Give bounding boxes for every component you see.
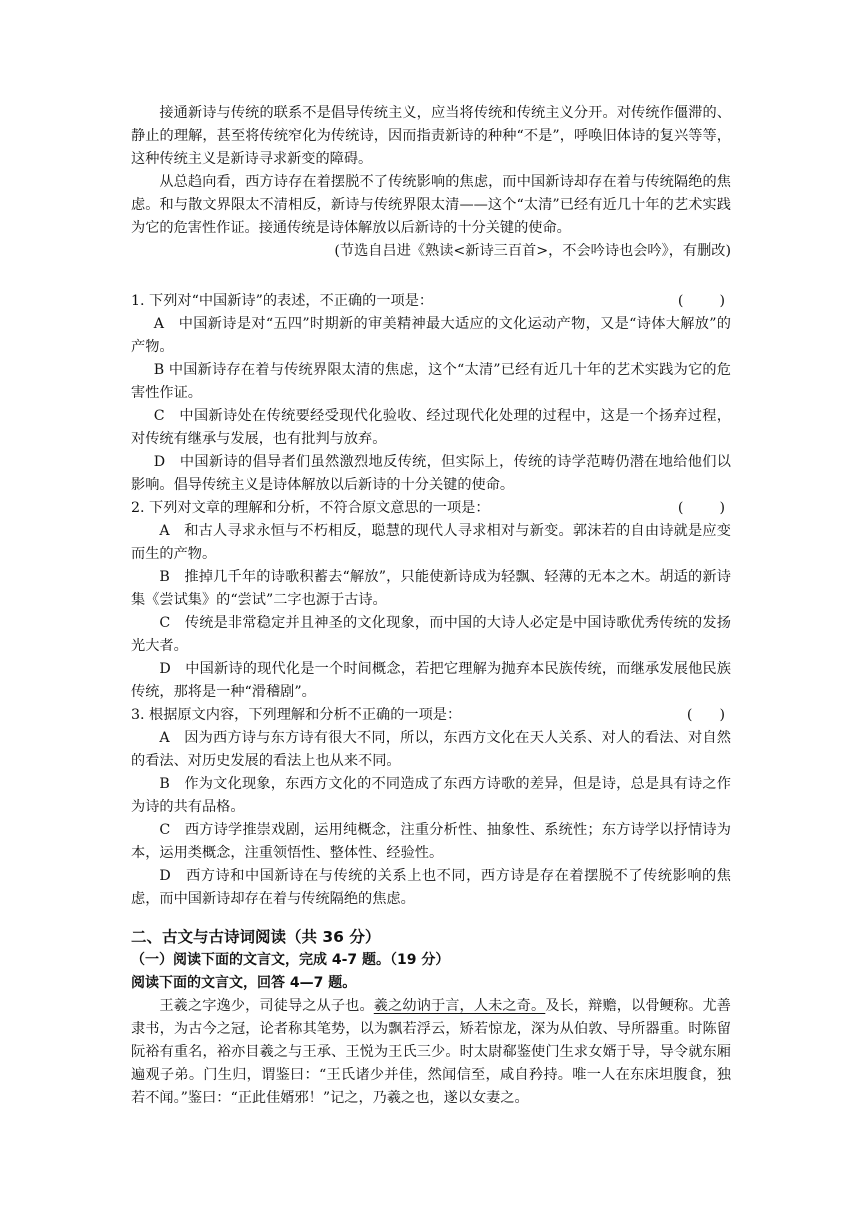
question-2-option-d: D 中国新诗的现代化是一个时间概念，若把它理解为抛弃本民族传统，而继承发展他民族传统，那将是一种“滑稽剧”。	[131, 661, 731, 700]
question-2-answer-blank: ( )	[677, 500, 725, 516]
question-2-stem-row	[131, 497, 731, 520]
question-1-option-c: C 中国新诗处在传统要经受现代化验收、经过现代化处理的过程中，这是一个扬弃过程，对传统有继承与发展，也有批判与放弃。	[131, 408, 731, 447]
classical-text-paragraph	[131, 995, 731, 1110]
section-2-heading: 二、古文与古诗词阅读（共 36 分）	[131, 928, 381, 946]
question-3-option-b: B 作为文化现象，东西方文化的不同造成了东西方诗歌的差异，但是诗，总是具有诗之作为诗的共有品格。	[131, 776, 731, 815]
question-2-option-a: A 和古人寻求永恒与不朽相反，聪慧的现代人寻求相对与新变。郭沫若的自由诗就是应变而生的产物。	[131, 523, 731, 562]
section-2-subheading-2: 阅读下面的文言文，回答 4—7 题。	[131, 975, 357, 991]
question-3-option-d: D 西方诗和中国新诗在与传统的关系上也不同，西方诗是存在着摆脱不了传统影响的焦虑，而中国新诗却存在着与传统隔绝的焦虑。	[131, 868, 731, 907]
question-1-answer-blank: ( )	[677, 293, 725, 309]
classical-text-underlined-sentence: 羲之幼讷于言，人未之奇。	[373, 998, 546, 1014]
question-2-option-b: B 推掉几千年的诗歌积蓄去“解放”，只能使新诗成为轻飘、轻薄的无本之木。胡适的新诗集《尝试集》的“尝试”二字也源于古诗。	[131, 569, 731, 608]
question-1-stem: 1. 下列对“中国新诗”的表述，不正确的一项是：	[131, 293, 434, 309]
passage-paragraph-2: 从总趋向看，西方诗存在着摆脱不了传统影响的焦虑，而中国新诗却存在着与传统隔绝的焦虑。和与散文界限太不清相反，新诗与传统界限太清——这个“太清”已经有近几十年的艺术实践为它的危害性作证。接通传统是诗体解放以后新诗的十分关键的使命。	[131, 174, 731, 236]
question-3-stem-row	[131, 704, 731, 727]
passage-paragraph-1: 接通新诗与传统的联系不是倡导传统主义，应当将传统和传统主义分开。对传统作僵滞的、静止的理解，甚至将传统窄化为传统诗，因而指责新诗的种种“不是”，呼唤旧体诗的复兴等等，这种传统主义是新诗寻求新变的障碍。	[131, 105, 731, 167]
classical-text-rest: 及长，辩赡，以骨鲠称。尤善隶书，为古今之冠，论者称其笔势，以为飘若浮云，矫若惊龙，深为从伯敦、导所器重。时陈留阮裕有重名，裕亦目羲之与王承、王悦为王氏三少。时太尉郗鉴使门生求女婿于导，导令就东厢遍观子弟。门生归，谓鉴曰：“王氏诸少并佳，然闻信至，咸自矜持。唯一人在东床坦腹食，独若不闻。”鉴曰：“正此佳婿邪！”记之，乃羲之也，遂以女妻之。	[131, 998, 731, 1106]
question-3-option-c: C 西方诗学推崇戏剧，运用纯概念，注重分析性、抽象性、系统性；东方诗学以抒情诗为本，运用类概念，注重领悟性、整体性、经验性。	[131, 822, 731, 861]
passage-source: (节选自吕进《熟读<新诗三百首>，不会吟诗也会吟》，有删改)	[334, 243, 731, 259]
question-1-option-d: D 中国新诗的倡导者们虽然激烈地反传统，但实际上，传统的诗学范畴仍潜在地给他们以影响。倡导传统主义是诗体解放以后新诗的十分关键的使命。	[131, 454, 731, 493]
classical-text-opening: 王羲之字逸少，司徒导之从子也。	[159, 998, 374, 1014]
page-content	[131, 102, 731, 1110]
question-1-stem-row	[131, 290, 731, 313]
section-2-subheading-1: （一）阅读下面的文言文，完成 4-7 题。（19 分）	[131, 952, 450, 968]
question-3-option-a: A 因为西方诗与东方诗有很大不同，所以，东西方文化在天人关系、对人的看法、对自然的看法、对历史发展的看法上也从来不同。	[131, 730, 731, 769]
question-3-stem: 3. 根据原文内容，下列理解和分析不正确的一项是：	[131, 707, 462, 723]
question-2-stem: 2. 下列对文章的理解和分析，不符合原文意思的一项是：	[131, 500, 490, 516]
question-1-option-a: A 中国新诗是对“五四”时期新的审美精神最大适应的文化运动产物，又是“诗体大解放”的产物。	[131, 316, 731, 355]
question-2-option-c: C 传统是非常稳定并且神圣的文化现象，而中国的大诗人必定是中国诗歌优秀传统的发扬光大者。	[131, 615, 731, 654]
question-3-answer-blank: ( )	[686, 707, 725, 723]
question-1-option-b: B 中国新诗存在着与传统界限太清的焦虑，这个“太清”已经有近几十年的艺术实践为它的危害性作证。	[131, 362, 731, 401]
